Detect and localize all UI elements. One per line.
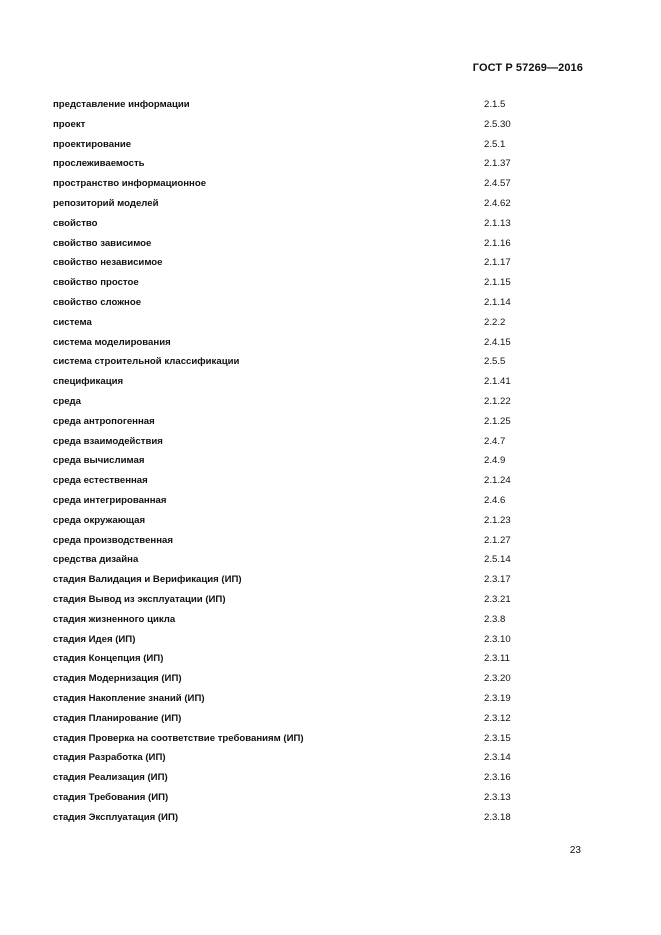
index-entry bbox=[53, 550, 573, 570]
index-reference: 2.3.11 bbox=[484, 653, 510, 665]
index-term: среда окружающая bbox=[53, 514, 146, 526]
index-entry bbox=[53, 511, 573, 531]
index-reference: 2.5.5 bbox=[484, 356, 506, 368]
index-reference: 2.1.25 bbox=[484, 415, 511, 427]
index-term: среда взаимодействия bbox=[53, 435, 163, 447]
index-entry bbox=[53, 214, 573, 234]
index-reference: 2.3.19 bbox=[484, 692, 511, 704]
index-entry bbox=[53, 610, 573, 630]
index-term: представление информации bbox=[53, 99, 190, 110]
index-term: репозиторий моделей bbox=[53, 197, 159, 209]
index-entry bbox=[53, 669, 573, 689]
index-reference: 2.4.15 bbox=[484, 336, 511, 348]
index-term: стадия Концепция (ИП) bbox=[53, 653, 164, 665]
index-reference: 2.1.16 bbox=[484, 237, 511, 249]
index-reference: 2.1.17 bbox=[484, 257, 511, 269]
index-reference: 2.1.23 bbox=[484, 514, 511, 526]
index-term: стадия Идея (ИП) bbox=[53, 633, 136, 645]
index-reference: 2.3.15 bbox=[484, 732, 511, 744]
document-standard-id: ГОСТ Р 57269—2016 bbox=[472, 62, 583, 74]
index-entry bbox=[53, 649, 573, 669]
index-term: свойство независимое bbox=[53, 257, 163, 269]
index-entry bbox=[53, 471, 573, 491]
index-term: система моделирования bbox=[53, 336, 171, 348]
index-term: проектирование bbox=[53, 138, 132, 150]
index-reference: 2.3.10 bbox=[484, 633, 511, 645]
index-reference: 2.3.18 bbox=[484, 811, 511, 823]
index-term: стадия Валидация и Верификация (ИП) bbox=[53, 574, 242, 586]
index-entry bbox=[53, 333, 573, 353]
index-term: среда производственная bbox=[53, 534, 173, 546]
index-entry bbox=[53, 95, 573, 115]
index-term: среда естественная bbox=[53, 475, 148, 487]
index-entry bbox=[53, 590, 573, 610]
index-term: стадия Разработка (ИП) bbox=[53, 752, 166, 764]
index-reference: 2.1.24 bbox=[484, 475, 511, 487]
index-reference: 2.4.57 bbox=[484, 178, 511, 190]
index-entry bbox=[53, 788, 573, 808]
page-number: 23 bbox=[569, 845, 581, 856]
index-entry bbox=[53, 630, 573, 650]
index-term: среда антропогенная bbox=[53, 415, 155, 427]
index-entry bbox=[53, 372, 573, 392]
index-reference: 2.1.15 bbox=[484, 277, 511, 289]
index-term: свойство сложное bbox=[53, 296, 142, 308]
index-reference: 2.1.41 bbox=[484, 376, 511, 388]
index-term: стадия Вывод из эксплуатации (ИП) bbox=[53, 593, 226, 605]
index-reference: 2.3.17 bbox=[484, 574, 511, 586]
index-entry bbox=[53, 491, 573, 511]
index-entry bbox=[53, 412, 573, 432]
index-entry bbox=[53, 570, 573, 590]
index-term: проект bbox=[53, 118, 86, 130]
index-entry bbox=[53, 808, 573, 828]
index-reference: 2.1.13 bbox=[484, 217, 511, 229]
index-term: стадия Модернизация (ИП) bbox=[53, 673, 182, 685]
index-term: средства дизайна bbox=[53, 554, 139, 566]
index-reference: 2.1.14 bbox=[484, 296, 511, 308]
index-entry bbox=[53, 115, 573, 135]
index-term: спецификация bbox=[53, 376, 124, 388]
index-reference: 2.4.9 bbox=[484, 455, 506, 467]
index-entry bbox=[53, 748, 573, 768]
index-entry bbox=[53, 154, 573, 174]
index-term: среда интегрированная bbox=[53, 494, 167, 506]
index-reference: 2.1.27 bbox=[484, 534, 511, 546]
index-term: среда вычислимая bbox=[53, 455, 145, 467]
index-reference: 2.4.6 bbox=[484, 494, 506, 506]
index-entry bbox=[53, 234, 573, 254]
index-reference: 2.4.7 bbox=[484, 435, 506, 447]
index-entry bbox=[53, 194, 573, 214]
index-entry bbox=[53, 531, 573, 551]
index-term: система bbox=[53, 316, 92, 328]
index-term: свойство bbox=[53, 217, 98, 229]
index-term: прослеживаемость bbox=[53, 158, 145, 170]
index-term: стадия Проверка на соответствие требованиям (ИП) bbox=[53, 732, 304, 744]
index-term: стадия жизненного цикла bbox=[53, 613, 176, 625]
index-entry bbox=[53, 293, 573, 313]
alphabetical-index bbox=[53, 95, 573, 827]
index-entry bbox=[53, 352, 573, 372]
index-reference: 2.1.5 bbox=[484, 99, 506, 110]
index-reference: 2.3.12 bbox=[484, 712, 511, 724]
index-entry bbox=[53, 135, 573, 155]
index-reference: 2.3.20 bbox=[484, 673, 511, 685]
index-term: стадия Требования (ИП) bbox=[53, 791, 169, 803]
index-reference: 2.3.14 bbox=[484, 752, 511, 764]
index-entry bbox=[53, 392, 573, 412]
index-term: стадия Реализация (ИП) bbox=[53, 772, 168, 784]
index-term: стадия Планирование (ИП) bbox=[53, 712, 182, 724]
index-reference: 2.1.22 bbox=[484, 395, 511, 407]
index-entry bbox=[53, 729, 573, 749]
index-reference: 2.4.62 bbox=[484, 197, 511, 209]
index-entry bbox=[53, 174, 573, 194]
index-entry bbox=[53, 689, 573, 709]
index-entry bbox=[53, 432, 573, 452]
index-entry bbox=[53, 451, 573, 471]
index-term: стадия Накопление знаний (ИП) bbox=[53, 692, 205, 704]
index-term: среда bbox=[53, 395, 81, 407]
index-term: свойство простое bbox=[53, 277, 139, 289]
index-reference: 2.1.37 bbox=[484, 158, 511, 170]
index-reference: 2.5.30 bbox=[484, 118, 511, 130]
index-entry bbox=[53, 768, 573, 788]
index-reference: 2.5.1 bbox=[484, 138, 506, 150]
index-entry bbox=[53, 313, 573, 333]
index-entry bbox=[53, 253, 573, 273]
index-term: стадия Эксплуатация (ИП) bbox=[53, 811, 179, 823]
index-reference: 2.3.13 bbox=[484, 791, 511, 803]
index-reference: 2.2.2 bbox=[484, 316, 506, 328]
index-reference: 2.3.21 bbox=[484, 593, 511, 605]
index-term: система строительной классификации bbox=[53, 356, 240, 368]
index-term: свойство зависимое bbox=[53, 237, 152, 249]
index-reference: 2.3.8 bbox=[484, 613, 506, 625]
index-entry bbox=[53, 709, 573, 729]
index-entry bbox=[53, 273, 573, 293]
index-reference: 2.3.16 bbox=[484, 772, 511, 784]
index-term: пространство информационное bbox=[53, 178, 207, 190]
index-reference: 2.5.14 bbox=[484, 554, 511, 566]
